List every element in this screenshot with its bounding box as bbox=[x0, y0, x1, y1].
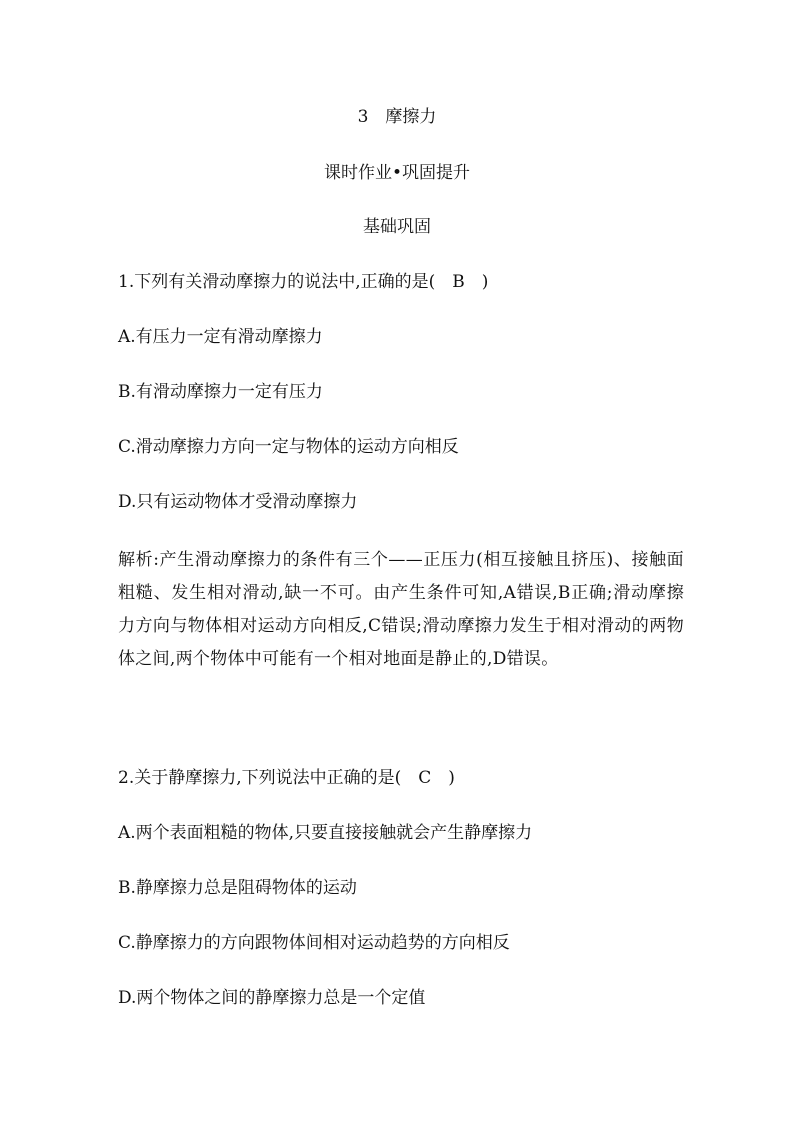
question-2-stem: 2.关于静摩擦力,下列说法中正确的是( C ) bbox=[118, 768, 455, 788]
question-1-option-b: B.有滑动摩擦力一定有压力 bbox=[118, 382, 323, 402]
analysis-text: 解析:产生滑动摩擦力的条件有三个——正压力(相互接触且挤压)、接触面粗糙、发生相对滑动,缺一不可。由产生条件可知,A错误,B正确;滑动摩擦力方向与物体相对运动方向相反,C错误;滑动摩擦力发生于相对滑动的两物体之间,两个物体中可能有一个相对地面是静止的,D错误。 bbox=[118, 550, 684, 669]
section-heading: 基础巩固 bbox=[363, 217, 431, 237]
question-1-option-c: C.滑动摩擦力方向一定与物体的运动方向相反 bbox=[118, 437, 459, 457]
question-2-option-c: C.静摩擦力的方向跟物体间相对运动趋势的方向相反 bbox=[118, 933, 510, 953]
question-2-option-a: A.两个表面粗糙的物体,只要直接接触就会产生静摩擦力 bbox=[118, 823, 533, 843]
page-subtitle: 课时作业•巩固提升 bbox=[323, 163, 471, 183]
question-1-analysis bbox=[118, 544, 684, 676]
page-title: 3 摩擦力 bbox=[357, 107, 437, 127]
question-2-option-b: B.静摩擦力总是阻碍物体的运动 bbox=[118, 878, 357, 898]
question-1-option-a: A.有压力一定有滑动摩擦力 bbox=[118, 327, 323, 347]
question-2-option-d: D.两个物体之间的静摩擦力总是一个定值 bbox=[118, 988, 426, 1008]
question-1-stem: 1.下列有关滑动摩擦力的说法中,正确的是( B ) bbox=[118, 272, 489, 292]
question-1-option-d: D.只有运动物体才受滑动摩擦力 bbox=[118, 492, 358, 512]
